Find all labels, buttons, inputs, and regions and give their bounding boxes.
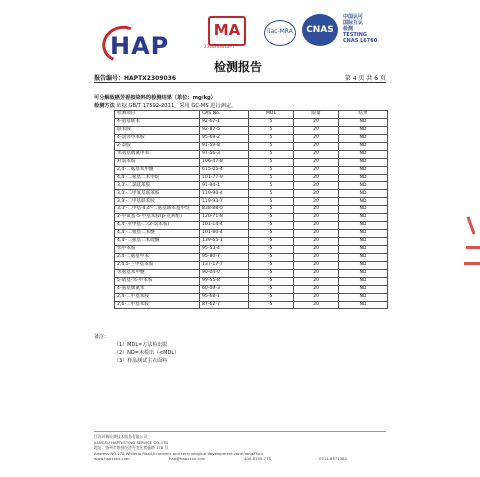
table-cell: 5 <box>249 230 294 238</box>
ma-certification-number: 231020341277 <box>204 44 235 49</box>
table-cell: 97-56-3 <box>200 150 249 158</box>
table-cell: ND <box>339 134 388 142</box>
table-cell: ND <box>339 261 388 269</box>
table-header-cell: 限量 <box>294 111 339 119</box>
table-cell: 2,4-二氨基苯甲醚 <box>115 166 200 174</box>
table-row <box>115 301 388 309</box>
table-header-row <box>115 111 388 119</box>
footer <box>94 434 386 462</box>
table-cell: 邻氨基苯甲醚 <box>115 269 200 277</box>
table-cell: 95-80-7 <box>200 253 249 261</box>
table-cell: 2-萘胺 <box>115 142 200 150</box>
table-cell: 92-67-1 <box>200 118 249 126</box>
table-cell: ND <box>339 142 388 150</box>
table-cell: 5 <box>249 277 294 285</box>
ilac-mra-logo: ilac-MRA <box>264 20 296 46</box>
table-row <box>115 245 388 253</box>
cnas-text-line: TESTING <box>343 32 367 38</box>
table-body <box>115 118 388 309</box>
table-cell: 20 <box>294 118 339 126</box>
table-row <box>115 214 388 222</box>
table-cell: 20 <box>294 238 339 246</box>
remark-item: （3）样品测试主衣面料 <box>114 358 168 364</box>
table-cell: 91-59-8 <box>200 142 249 150</box>
table-cell: 20 <box>294 214 339 222</box>
table-cell: 5 <box>249 206 294 214</box>
footer-phone: 400-6155-775 <box>244 456 271 461</box>
table-cell: 3,3'-二甲基联苯胺 <box>115 198 200 206</box>
table-header-cell: 结果 <box>339 111 388 119</box>
table-cell: 2,4-二氨基甲苯 <box>115 253 200 261</box>
table-header-cell: 检测项目 <box>115 111 200 119</box>
table-cell: 119-93-7 <box>200 198 249 206</box>
table-cell: 95-68-1 <box>200 293 249 301</box>
table-row <box>115 261 388 269</box>
table-cell: ND <box>339 182 388 190</box>
table-cell: 120-71-8 <box>200 214 249 222</box>
table-cell: 20 <box>294 301 339 309</box>
table-cell: 5 <box>249 301 294 309</box>
table-cell: ND <box>339 222 388 230</box>
table-cell: 20 <box>294 222 339 230</box>
table-row <box>115 134 388 142</box>
table-cell: ND <box>339 230 388 238</box>
table-cell: 137-17-7 <box>200 261 249 269</box>
table-row <box>115 253 388 261</box>
table-cell: 5 <box>249 182 294 190</box>
table-cell: 99-55-8 <box>200 277 249 285</box>
cnas-text-line: 检测 <box>343 26 354 32</box>
table-row <box>115 142 388 150</box>
table-cell: 4-氯邻甲苯胺 <box>115 134 200 142</box>
table-row <box>115 166 388 174</box>
cnas-text-line: 国际互认 <box>343 20 364 26</box>
ma-certification-logo: MA <box>208 16 246 46</box>
table-cell: 20 <box>294 182 339 190</box>
table-cell: 20 <box>294 261 339 269</box>
footer-website: www.hapxxxx.com <box>94 456 130 461</box>
table-cell: 5 <box>249 214 294 222</box>
report-number: 报告编号：HAPTX2309036 <box>94 75 177 82</box>
test-method-text: 依据 GB/T 17592-2011，采用 GC-MS 进行测定。 <box>116 103 237 109</box>
table-row <box>115 118 388 126</box>
test-method <box>94 102 236 109</box>
table-cell: 20 <box>294 174 339 182</box>
table-cell: ND <box>339 253 388 261</box>
table-cell: 2-甲氧基-5-甲基苯胺(p-克利酊) <box>115 214 200 222</box>
table-cell: 20 <box>294 190 339 198</box>
table-cell: 5 <box>249 261 294 269</box>
table-cell: 3,3'-二甲氧基联苯胺 <box>115 190 200 198</box>
section-heading: 可分解致癌芳香胺染料的检测结果（单位：mg/kg） <box>94 95 216 101</box>
table-cell: 5 <box>249 142 294 150</box>
table-header-cell: MDL <box>249 111 294 119</box>
table-cell: 对氯苯胺 <box>115 158 200 166</box>
results-table <box>114 110 388 309</box>
table-cell: 101-14-4 <box>200 222 249 230</box>
table-cell: 91-94-1 <box>200 182 249 190</box>
hap-logo-text: HAP <box>110 32 170 60</box>
table-cell: 5 <box>249 134 294 142</box>
table-cell: 2,6-二甲基苯胺 <box>115 301 200 309</box>
table-cell: 联苯胺 <box>115 126 200 134</box>
table-row <box>115 230 388 238</box>
red-stamp-edge <box>448 200 480 290</box>
table-cell: 4,4'-二氨基二苯甲烷 <box>115 174 200 182</box>
table-cell: 4-氨基偶氮苯 <box>115 285 200 293</box>
table-cell: 5 <box>249 118 294 126</box>
table-cell: 2,4,5-三甲基苯胺 <box>115 261 200 269</box>
table-cell: 邻甲苯胺 <box>115 245 200 253</box>
test-method-label: 检测方法 <box>94 103 115 109</box>
table-cell: ND <box>339 245 388 253</box>
page-info: 第 4 页 共 6 页 <box>344 75 386 82</box>
table-cell: 20 <box>294 150 339 158</box>
table-cell: 838-88-0 <box>200 206 249 214</box>
table-cell: 5-硝基-邻-甲苯胺 <box>115 277 200 285</box>
table-cell: ND <box>339 238 388 246</box>
table-cell: 5 <box>249 245 294 253</box>
table-cell: 5 <box>249 166 294 174</box>
table-cell: 5 <box>249 293 294 301</box>
stamp-stroke <box>467 217 476 235</box>
table-cell: 20 <box>294 269 339 277</box>
footer-divider <box>94 431 386 432</box>
cnas-text-line: CNAS L6760 <box>343 38 378 44</box>
table-cell: 119-90-4 <box>200 190 249 198</box>
remarks-label: 备注： <box>94 334 110 340</box>
table-cell: ND <box>339 158 388 166</box>
table-cell: 101-77-9 <box>200 174 249 182</box>
table-cell: 90-04-0 <box>200 269 249 277</box>
stamp-stroke <box>464 262 480 265</box>
table-cell: ND <box>339 174 388 182</box>
table-cell: ND <box>339 126 388 134</box>
table-cell: 4,4'-二氨基二苯硫醚 <box>115 238 200 246</box>
table-cell: ND <box>339 277 388 285</box>
table-cell: 92-87-5 <box>200 126 249 134</box>
table-cell: 2,4-二甲基苯胺 <box>115 293 200 301</box>
table-cell: ND <box>339 214 388 222</box>
footer-fax: 0514-8571383 <box>319 456 347 461</box>
table-cell: 95-53-4 <box>200 245 249 253</box>
table-row <box>115 158 388 166</box>
table-cell: ND <box>339 206 388 214</box>
table-cell: 20 <box>294 285 339 293</box>
table-cell: 20 <box>294 198 339 206</box>
table-cell: ND <box>339 150 388 158</box>
table-cell: 20 <box>294 253 339 261</box>
table-cell: ND <box>339 301 388 309</box>
table-cell: 20 <box>294 126 339 134</box>
table-cell: ND <box>339 293 388 301</box>
company-name-en: JIANGSU HAPTESTING SERVICE CO.,LTD <box>94 439 169 445</box>
table-row <box>115 269 388 277</box>
table-cell: 20 <box>294 245 339 253</box>
table-cell: 20 <box>294 293 339 301</box>
table-row <box>115 198 388 206</box>
hap-logo <box>96 26 170 60</box>
table-cell: 106-47-8 <box>200 158 249 166</box>
table-cell: ND <box>339 166 388 174</box>
table-cell: 615-05-4 <box>200 166 249 174</box>
table-cell: 101-80-4 <box>200 230 249 238</box>
table-cell: 5 <box>249 174 294 182</box>
table-header-cell: CAS No. <box>200 111 249 119</box>
table-cell: 3,3'-二氯联苯胺 <box>115 182 200 190</box>
table-row <box>115 222 388 230</box>
cnas-logo: CNAS <box>302 14 338 46</box>
address-cn: 地址：扬州市维扬经济开发区紫藤路 178 号 <box>94 445 169 450</box>
table-cell: 5 <box>249 126 294 134</box>
table-row <box>115 277 388 285</box>
table-cell: 20 <box>294 134 339 142</box>
table-cell: 87-62-7 <box>200 301 249 309</box>
address-en: Address:NO.178 Wisteria Road,Economic and technological development zone,YangZhou <box>94 450 263 456</box>
table-cell: ND <box>339 118 388 126</box>
cnas-text-line: 中国认可 <box>343 14 364 20</box>
cnas-accreditation-text <box>343 14 389 44</box>
remarks <box>94 333 179 365</box>
table-cell: 20 <box>294 166 339 174</box>
table-cell: 20 <box>294 142 339 150</box>
table-row <box>115 285 388 293</box>
table-row <box>115 150 388 158</box>
table-cell: 60-09-3 <box>200 285 249 293</box>
table-cell: 20 <box>294 230 339 238</box>
table-cell: 20 <box>294 277 339 285</box>
table-cell: 5 <box>249 285 294 293</box>
table-cell: 邻氨基偶氮甲苯 <box>115 150 200 158</box>
table-cell: 139-65-1 <box>200 238 249 246</box>
footer-email: hap@hapxxxx.com <box>169 456 206 461</box>
table-cell: ND <box>339 190 388 198</box>
company-name-cn: 江苏环瑞检测技术服务有限公司 <box>94 434 148 439</box>
table-row <box>115 190 388 198</box>
remark-item: （2）ND=未检出（<MDL） <box>114 350 180 356</box>
table-cell: 5 <box>249 150 294 158</box>
table-cell: 5 <box>249 253 294 261</box>
table-row <box>115 182 388 190</box>
remark-item: （1）MDL=方法检出限 <box>114 342 168 348</box>
table-cell: ND <box>339 198 388 206</box>
table-cell: 4-氨基联苯 <box>115 118 200 126</box>
table-cell: 4,4'-二氨基二苯醚 <box>115 230 200 238</box>
table-cell: 5 <box>249 190 294 198</box>
table-cell: ND <box>339 269 388 277</box>
table-row <box>115 174 388 182</box>
table-cell: 5 <box>249 198 294 206</box>
table-cell: 5 <box>249 158 294 166</box>
table-row <box>115 238 388 246</box>
table-cell: 20 <box>294 158 339 166</box>
stamp-stroke <box>466 246 480 249</box>
table-row <box>115 126 388 134</box>
table-cell: ND <box>339 285 388 293</box>
table-cell: 5 <box>249 238 294 246</box>
report-page <box>88 4 388 473</box>
table-cell: 4,4'-亚甲基-二(2-氯苯胺) <box>115 222 200 230</box>
report-title: 检测报告 <box>213 60 262 74</box>
header-divider <box>94 82 386 83</box>
table-cell: 95-69-2 <box>200 134 249 142</box>
table-cell: 5 <box>249 269 294 277</box>
table-row <box>115 206 388 214</box>
table-row <box>115 293 388 301</box>
table-cell: 20 <box>294 206 339 214</box>
table-cell: 3,3'-二甲基-4,4'-二氨基联苯基甲烷 <box>115 206 200 214</box>
table-cell: 5 <box>249 222 294 230</box>
